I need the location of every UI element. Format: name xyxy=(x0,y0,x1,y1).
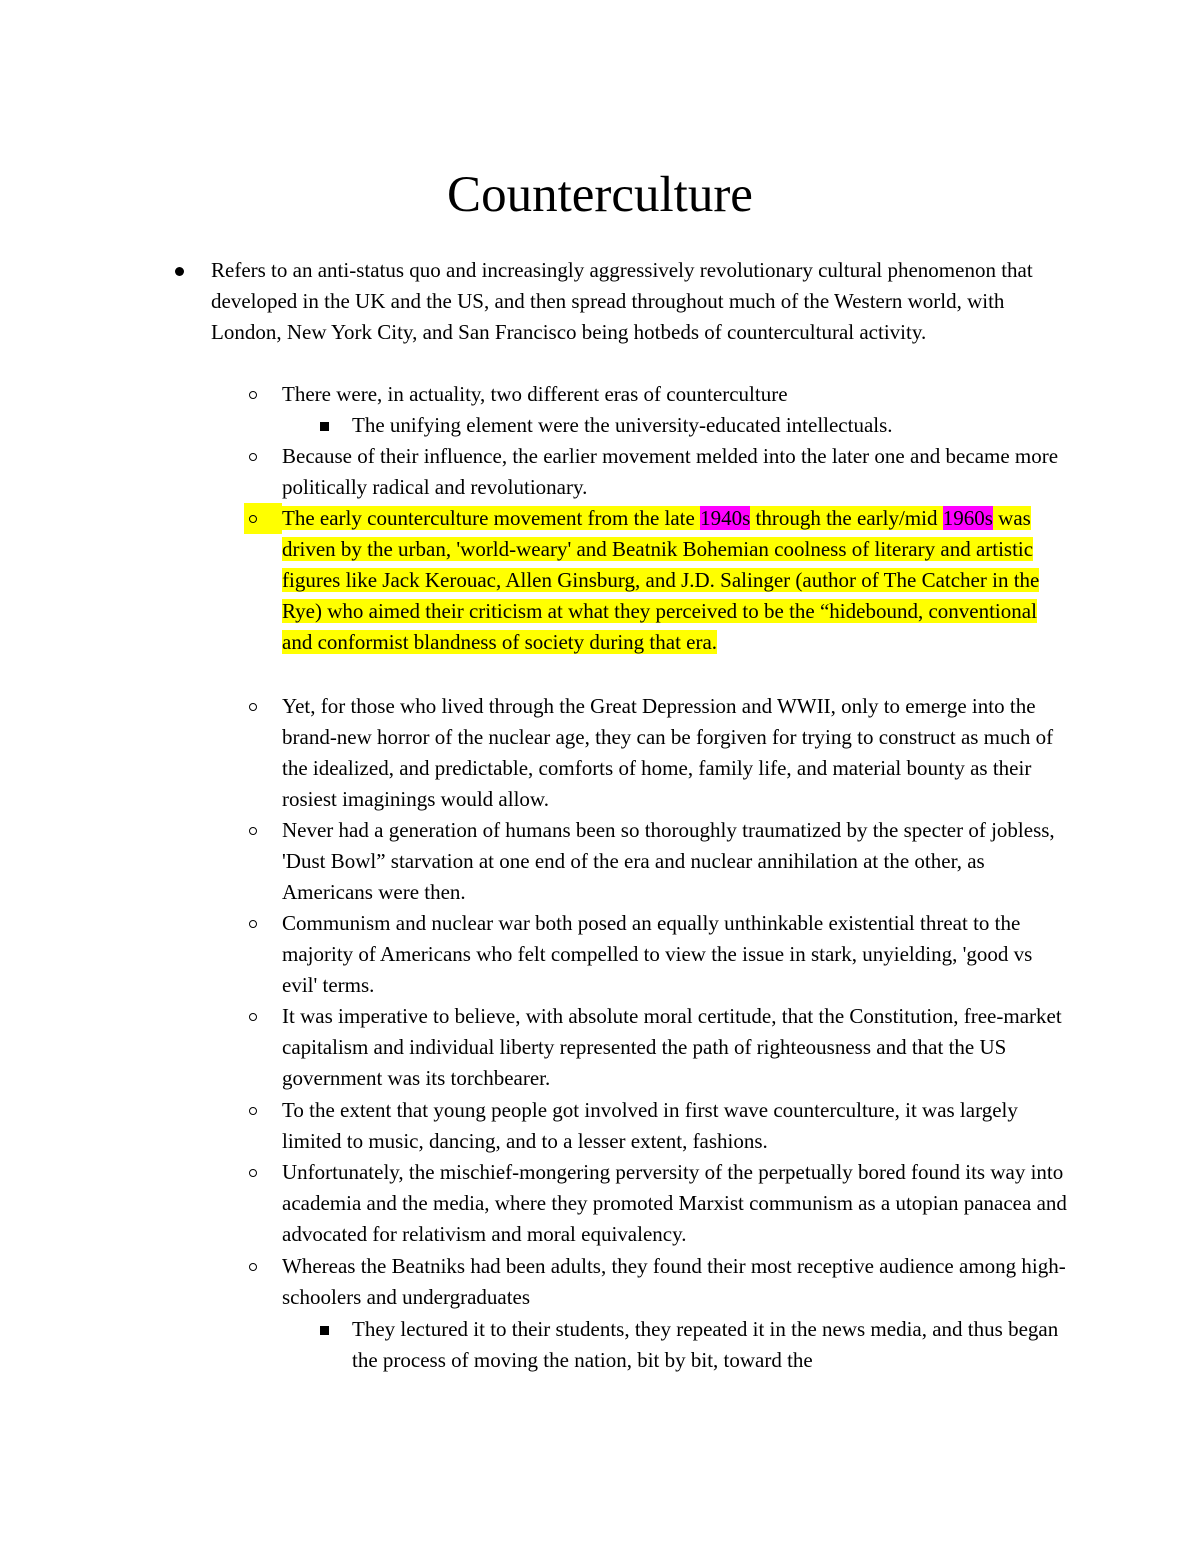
list-item-level2: Because of their influence, the earlier movement melded into the later one and became more politically radical and revolutionary. xyxy=(282,444,1059,499)
list-item-level3: They lectured it to their students, they repeated it in the news media, and thus began the process of moving the nation, bit by bit, toward the xyxy=(352,1317,1059,1372)
hollow-bullet-icon xyxy=(249,1263,257,1271)
list-item-level3: The unifying element were the university-educated intellectuals. xyxy=(352,413,893,437)
list-item-level2: Yet, for those who lived through the Great Depression and WWII, only to emerge into the brand-new horror of the nuclear age, they can be forgiven for trying to construct as much of the idealized, and predictable, comforts of home, family life, and material bounty as their rosiest imaginings would allow. xyxy=(282,694,1054,811)
list-item-level2: Unfortunately, the mischief-mongering perversity of the perpetually bored found its way into academia and the media, where they promoted Marxist communism as a utopian panacea and advocated for relativism and moral equivalency. xyxy=(282,1160,1067,1246)
square-bullet-icon xyxy=(320,1326,329,1335)
page-title: Counterculture xyxy=(447,167,753,223)
square-bullet-icon xyxy=(320,422,329,431)
highlighted-date: 1960s xyxy=(942,506,993,530)
list-item-level2-highlighted xyxy=(282,503,1062,658)
highlighted-text xyxy=(282,506,1039,654)
hollow-bullet-icon xyxy=(249,1107,257,1115)
highlighted-text-segment: through the early/mid xyxy=(750,506,943,530)
hollow-bullet-icon xyxy=(249,827,257,835)
list-item-level2: To the extent that young people got involved in first wave counterculture, it was largely limited to music, dancing, and to a lesser extent, fashions. xyxy=(282,1098,1018,1153)
hollow-bullet-icon xyxy=(249,515,257,523)
list-item-level2: Communism and nuclear war both posed an equally unthinkable existential threat to the majority of Americans who felt compelled to view the issue in stark, unyielding, 'good vs evil' terms. xyxy=(282,911,1033,997)
list-item-level2: There were, in actuality, two different eras of counterculture xyxy=(282,382,788,406)
list-item-level2: Never had a generation of humans been so thoroughly traumatized by the specter of jobless, 'Dust Bowl” starvation at one end of the era and nuclear annihilation at the other, as Americans were then. xyxy=(282,818,1055,904)
hollow-bullet-icon xyxy=(249,391,257,399)
hollow-bullet-icon xyxy=(249,703,257,711)
hollow-bullet-icon xyxy=(249,1169,257,1177)
filled-bullet-icon xyxy=(175,267,184,276)
list-item-level2: Whereas the Beatniks had been adults, they found their most receptive audience among high-schoolers and undergraduates xyxy=(282,1254,1066,1309)
highlighted-text-segment: The early counterculture movement from the late xyxy=(282,506,701,530)
hollow-bullet-icon xyxy=(249,453,257,461)
list-item-level2: It was imperative to believe, with absolute moral certitude, that the Constitution, free-market capitalism and individual liberty represented the path of righteousness and that the US government was its torchbearer. xyxy=(282,1004,1062,1090)
list-item-level1: Refers to an anti-status quo and increasingly aggressively revolutionary cultural phenomenon that developed in the UK and the US, and then spread throughout much of the Western world, with London, New York City, and San Francisco being hotbeds of countercultural activity. xyxy=(211,258,1033,344)
hollow-bullet-icon xyxy=(249,1013,257,1021)
highlighted-text-segment: was driven by the urban, 'world-weary' and Beatnik Bohemian coolness of literary and artistic figures like Jack Kerouac, Allen Ginsburg, and J.D. Salinger (author of The Catcher in the Rye) who aimed their criticism at what they perceived to be the “hidebound, conventional and conformist blandness of society during that era. xyxy=(282,506,1040,654)
highlighted-date: 1940s xyxy=(700,506,751,530)
hollow-bullet-icon xyxy=(249,920,257,928)
